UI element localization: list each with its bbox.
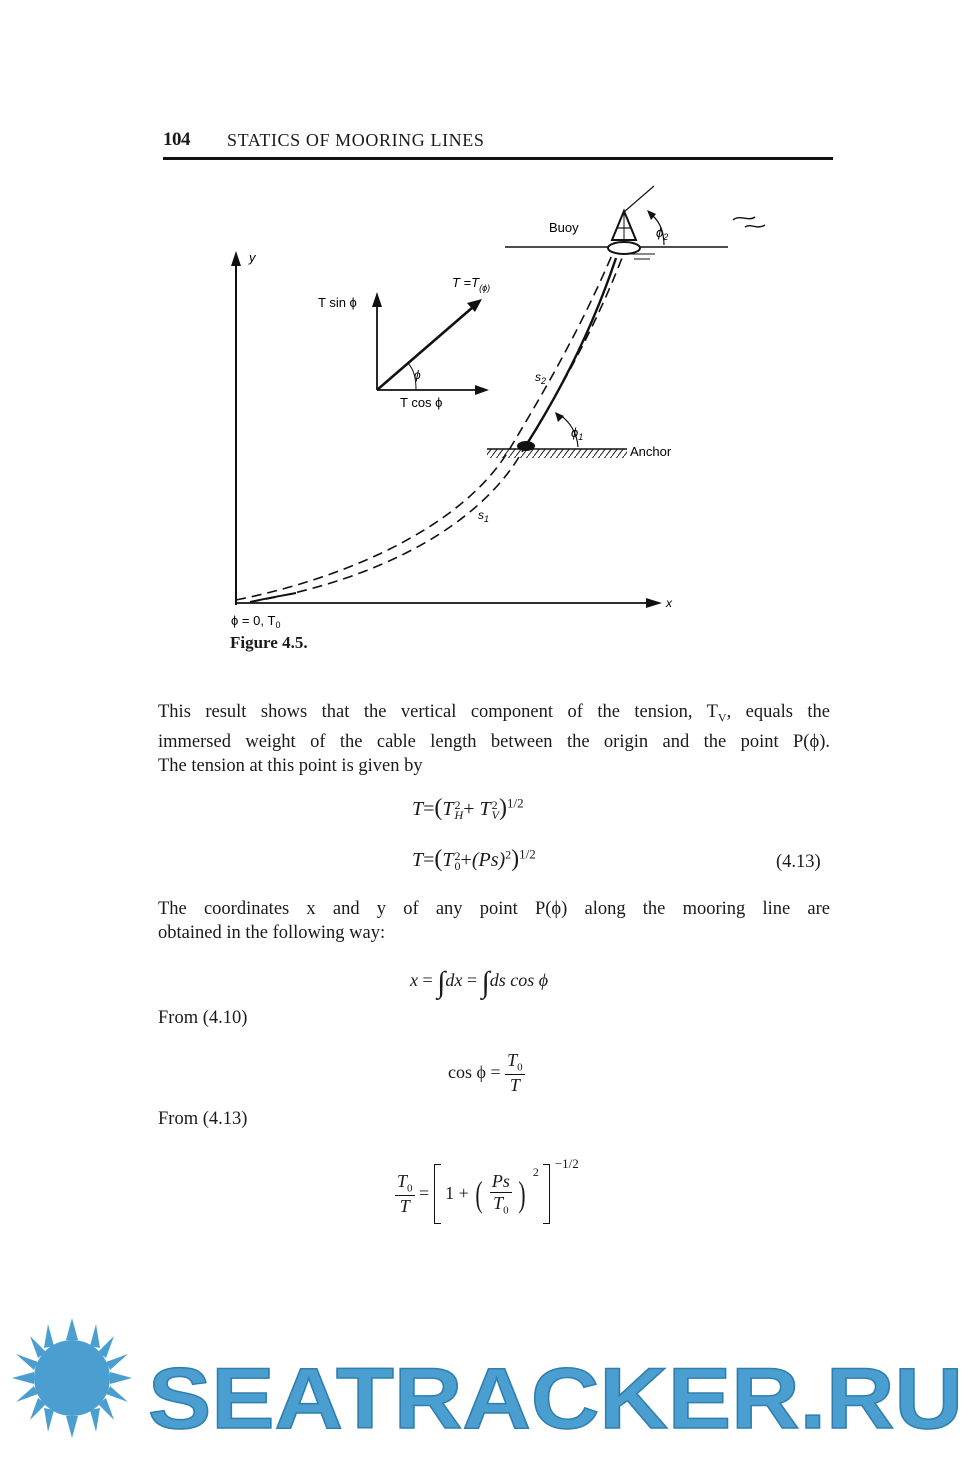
paragraph-1 [158,700,830,778]
cable-solid [525,258,616,447]
buoy-tangent-line [624,186,654,212]
s2-label: $s_2$ [535,370,547,386]
phi1-label: $\phi_1$ [571,425,584,442]
equation-tension-components: T=(T 2 H + T 2 V )$^{1/2}$ [412,795,524,823]
running-title: STATICS OF MOORING LINES [227,130,485,150]
from-4-13: From (4.13) [158,1109,248,1129]
from-4-10: From (4.10) [158,1008,248,1028]
t-sin-label: T sin ϕ [318,295,357,310]
equation-number-4-13: (4.13) [776,852,821,872]
paragraph-2-line-1: The coordinates x and y of any point P(ϕ) along the mooring line are [158,899,830,919]
paragraph-1-line-3: The tension at this point is given by [158,755,423,776]
t-cos-label: T cos ϕ [400,395,443,410]
x-axis [236,598,662,608]
paragraph-1-line-2: immersed weight of the cable length between the origin and the point P(ϕ). [158,731,830,752]
seabed [487,449,627,458]
equation-cos-phi: cos ϕ = $\frac{T_0}{T}$ [448,1050,523,1095]
mooring-line-dashed-b [250,258,622,602]
y-axis [231,251,241,605]
buoy-label: Buoy [549,220,579,235]
equation-x-integral: x = ∫dx = ∫ds cos ϕ [410,966,549,999]
buoy [608,211,640,254]
anchor-label: Anchor [630,444,672,459]
origin-label: ϕ = 0, $T_0$ [231,613,281,630]
paragraph-1-line-1: This result shows that the vertical component of the tension, $T_V$, equals the [158,702,830,725]
phi2-label: $\phi_2$ [656,225,669,242]
paragraph-2-line-2: obtained in the following way: [158,923,386,943]
equation-4-13: T=(T 2 0 $+(Ps)^2)^{1/2}$ [412,846,536,874]
s1-label: $s_1$ [478,508,490,524]
anchor-symbol [517,441,535,451]
paragraph-2 [158,897,830,945]
tension-label: $T =T_{(\phi)}$ [452,275,491,293]
phi-angle-label: ϕ [414,368,421,382]
x-axis-label: x [666,596,672,610]
y-axis-label: y [249,250,256,265]
page-number: 104 [163,129,190,150]
mooring-line-dashed-a [236,255,612,600]
sun-logo-icon [12,1318,132,1438]
wave-mark [733,217,765,227]
mooring-line-figure [0,0,975,660]
force-diagram [372,292,489,395]
watermark-text: SEATRACKER.RU [148,1351,963,1447]
figure-caption: Figure 4.5. [230,633,308,652]
equation-t0-over-t: $\frac{T_0}{T}$ = 1 + ( $\frac{Ps}{T_0}$ ) $^2$ $^{-1/2}$ [395,1156,579,1224]
seatracker-watermark [0,1310,975,1463]
